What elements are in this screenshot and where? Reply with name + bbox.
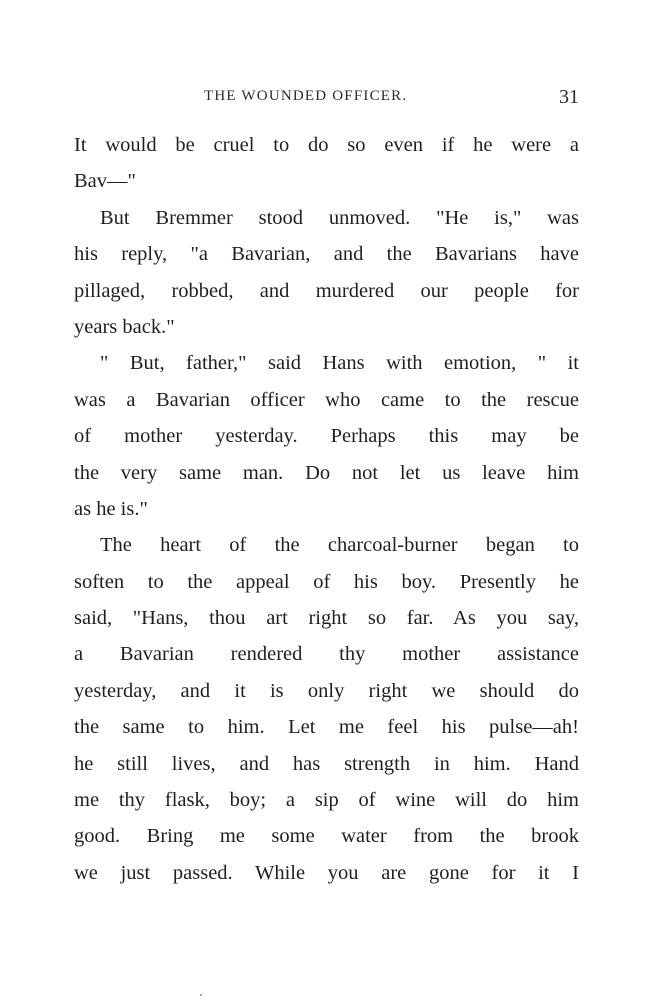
text-line: good. Bring me some water from the brook	[74, 825, 579, 848]
text-line: of mother yesterday. Perhaps this may be	[74, 425, 579, 448]
text-line: years back."	[74, 315, 175, 338]
text-line: " But, father," said Hans with emotion, " it	[100, 352, 579, 375]
text-line: Bav—"	[74, 170, 136, 193]
scan-speck	[200, 994, 202, 996]
text-line: But Bremmer stood unmoved. "He is," was	[100, 206, 579, 229]
text-line: pillaged, robbed, and murdered our people for	[74, 279, 579, 302]
text-line: yesterday, and it is only right we should do	[74, 679, 579, 702]
text-line: said, "Hans, thou art right so far. As you say,	[74, 607, 579, 630]
text-line: his reply, "a Bavarian, and the Bavarians have	[74, 243, 579, 266]
text-line: the very same man. Do not let us leave him	[74, 461, 579, 484]
text-line: The heart of the charcoal-burner began to	[100, 534, 579, 557]
running-head	[74, 86, 579, 110]
text-line: the same to him. Let me feel his pulse—ah!	[74, 716, 579, 739]
text-line: we just passed. While you are gone for it I	[74, 861, 579, 884]
text-line: as he is."	[74, 497, 148, 520]
text-line: he still lives, and has strength in him. Hand	[74, 752, 579, 775]
text-line: me thy flask, boy; a sip of wine will do him	[74, 789, 579, 812]
text-line: was a Bavarian officer who came to the rescue	[74, 388, 579, 411]
text-line: It would be cruel to do so even if he were a	[74, 134, 579, 156]
page-number: 31	[559, 86, 579, 108]
text-line: a Bavarian rendered thy mother assistance	[74, 643, 579, 666]
body-text	[74, 127, 579, 891]
running-title: THE WOUNDED OFFICER.	[204, 88, 408, 104]
text-line: soften to the appeal of his boy. Presently he	[74, 570, 579, 593]
